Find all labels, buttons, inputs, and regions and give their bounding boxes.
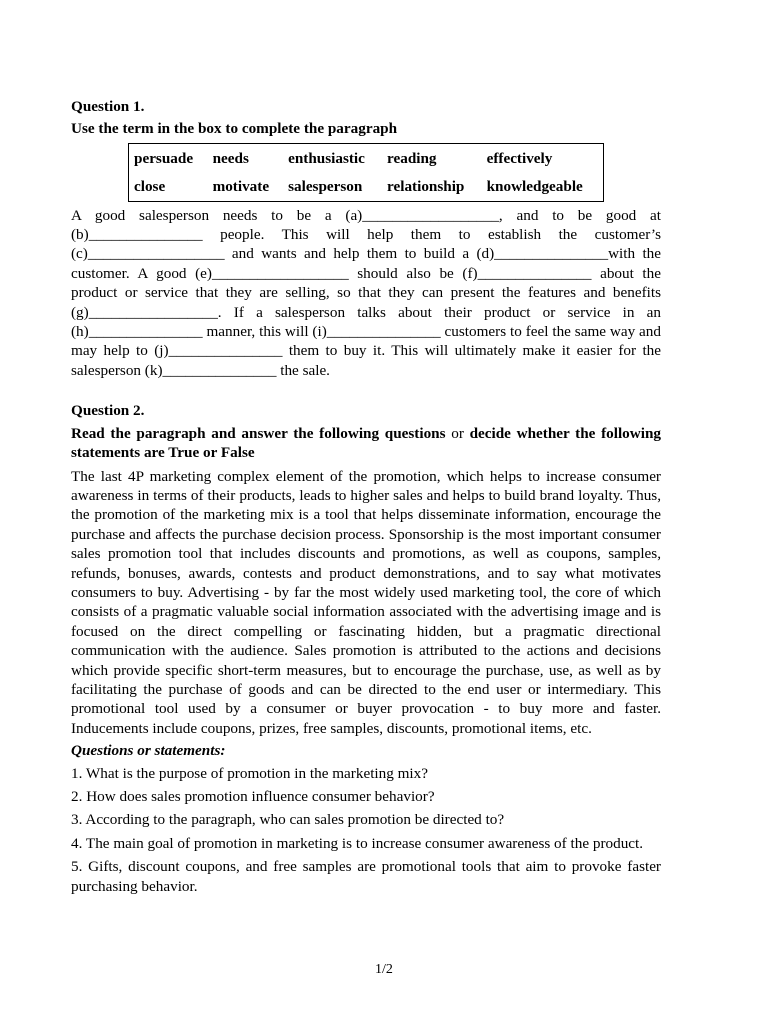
question-2-instruction — [71, 424, 661, 463]
question-item: 1. What is the purpose of promotion in the marketing mix? — [71, 764, 428, 782]
word-box-term: needs — [212, 149, 249, 167]
word-box-term: relationship — [387, 178, 465, 196]
question-2-paragraph: The last 4P marketing complex element of the promotion, which helps to increase consumer awareness in terms of their products, leads to higher sales and helps to build brand loyalty. Thus, the promotion of the marketing mix is a tool that helps disseminate information, encourage the purchase and affects the purchase decision process. Sponsorship is the most important consumer sales promotion tool that includes discounts and promotions, as well as coupons, samples, refunds, bonuses, awards, contests and product demonstrations, and to say what motivates consumers to buy. Advertising - by far the most widely used marketing tool, the core of which consists of a pragmatic valuable social information associated with the advertising image and is focused on the direct compelling or fascinating hidden, but a pragmatic directional communication with the audience. Sales promotion is attributed to the actions and decisions which provide specific short-term measures, but to encourage the purchase, use, as well as by facilitating the purchase of goods and can be directed to the end user or intermediary. This promotional tool used by a consumer or buyer provocation - to buy more and faster. Inducements include coupons, prizes, free samples, discounts, promotional items, etc. — [71, 467, 661, 737]
word-box-term: effectively — [486, 149, 553, 167]
word-box — [128, 143, 604, 202]
statement-item: 4. The main goal of promotion in marketing is to increase consumer awareness of the product. — [71, 834, 644, 852]
word-box-row — [129, 143, 604, 172]
statement-item: 5. Gifts, discount coupons, and free samples are promotional tools that aim to provoke faster purchasing behavior. — [71, 858, 661, 895]
word-box-term: knowledgeable — [486, 178, 583, 196]
question-list — [71, 764, 661, 896]
section-spacer — [71, 380, 661, 401]
question-1-instruction: Use the term in the box to complete the paragraph — [71, 120, 398, 138]
word-box-term: enthusiastic — [288, 149, 365, 167]
question-2-heading: Question 2. — [71, 402, 145, 420]
question-1-paragraph: A good salesperson needs to be a (a)__________________, and to be good at (b)_______________ people. This will help them to establish the customer’s (c)__________________ and wants and help them to build a (d)_______________with the customer. A good (e)__________________ should also be (f)_______________ about the product or service that they are selling, so that they can present the features and benefits (g)_________________. If a salesperson talks about their product or service in an (h)_______________ manner, this will (i)_______________ customers to feel the same way and may help to (j)_______________ them to buy it. This will ultimately make it easier for the salesperson (k)_______________ the sale. — [71, 206, 661, 379]
word-box-term: motivate — [212, 178, 270, 196]
question-2-instruction-part-1: Read the paragraph and answer the following questions — [71, 424, 446, 442]
question-1-heading: Question 1. — [71, 98, 145, 115]
question-item: 2. How does sales promotion influence consumer behavior? — [71, 788, 435, 805]
question-2-instruction-part-2: decide whether the following statements are True or False — [71, 424, 661, 462]
question-item: 3. According to the paragraph, who can sales promotion be directed to? — [71, 811, 505, 829]
questions-subheading: Questions or statements: — [71, 742, 226, 760]
question-2-instruction-or: or — [445, 424, 470, 442]
page-number: 1/2 — [375, 962, 393, 977]
document-page — [71, 97, 661, 900]
word-box-row — [129, 172, 604, 201]
word-box-term: close — [134, 178, 166, 196]
word-box-term: salesperson — [288, 178, 363, 196]
word-box-term: persuade — [134, 149, 194, 167]
word-box-term: reading — [387, 149, 437, 167]
